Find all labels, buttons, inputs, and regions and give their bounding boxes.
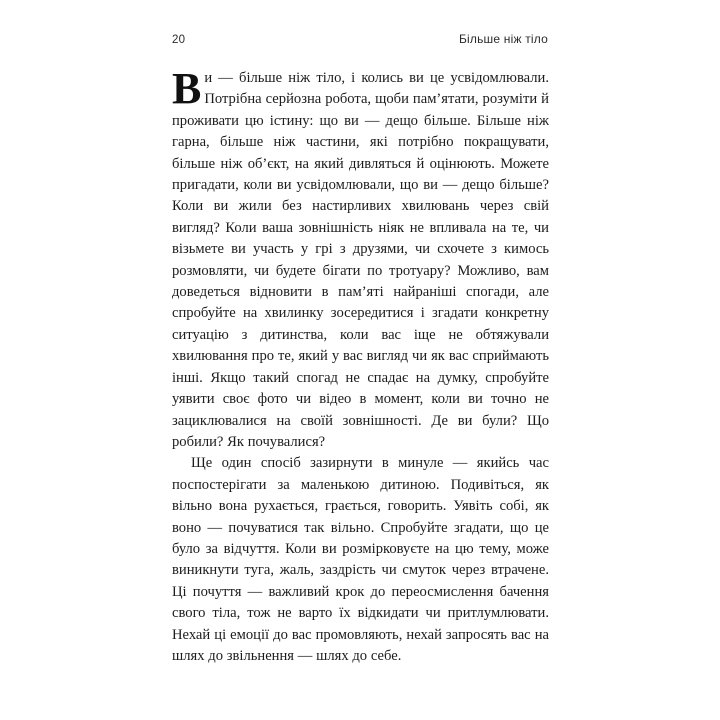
running-head xyxy=(172,32,548,46)
page-number: 20 xyxy=(172,34,186,46)
paragraph-1 xyxy=(172,64,549,453)
paragraph-1-text: и — більше ніж тіло, і колись ви це усвідомлювали. Потрібна серйозна робота, щоби пам’ятати, розуміти й проживати цю істину: що ви — дещо більше. Більше ніж гарна, більше ніж частини, які потрібно покращувати, більше ніж об’єкт, на який дивляться й оцінюють. Можете пригадати, коли ви усвідомлювали, що ви — дещо більше? Коли ви жили без настирливих хвилювань через свій вигляд? Коли ваша зовнішність ніяк не впливала на те, чи візьмете ви участь у грі з друзями, чи схочете з кимось розмовляти, чи будете бігати по тротуару? Можливо, вам доведеться відновити в пам’яті найраніші спогади, але спробуйте на хвилинку зосередитися і згадати конкретну ситуацію з дитинства, коли вас іще не обтяжували хвилювання про те, який у вас вигляд чи як вас сприймають інші. Якщо такий спогад не спадає на думку, спробуйте уявити своє фото чи відео в момент, коли ви точно не зациклювалися на своїй зовнішності. Де ви були? Що робили? Як почувалися? xyxy=(172,70,549,450)
running-title: Більше ніж тіло xyxy=(458,32,548,46)
text-block xyxy=(172,64,549,667)
drop-cap: В xyxy=(172,64,202,113)
paragraph-2-text: Ще один спосіб зазирнути в минуле — якийсь час поспостерігати за маленькою дитиною. Подивіться, як вільно вона рухається, грається, говорить. Уявіть собі, як воно — почуватися так вільно. Спробуйте згадати, що це було за відчуття. Коли ви розмірковуєте на цю тему, може виникнути туга, жаль, заздрість чи смуток через втрачене. Ці почуття — важливий крок до переосмислення бачення свого тіла, тож не варто їх відкидати чи притлумлювати. Нехай ці емоції до вас промовляють, нехай запросять вас на шлях до звільнення — шлях до себе. xyxy=(172,455,549,664)
paragraph-2 xyxy=(172,453,549,667)
